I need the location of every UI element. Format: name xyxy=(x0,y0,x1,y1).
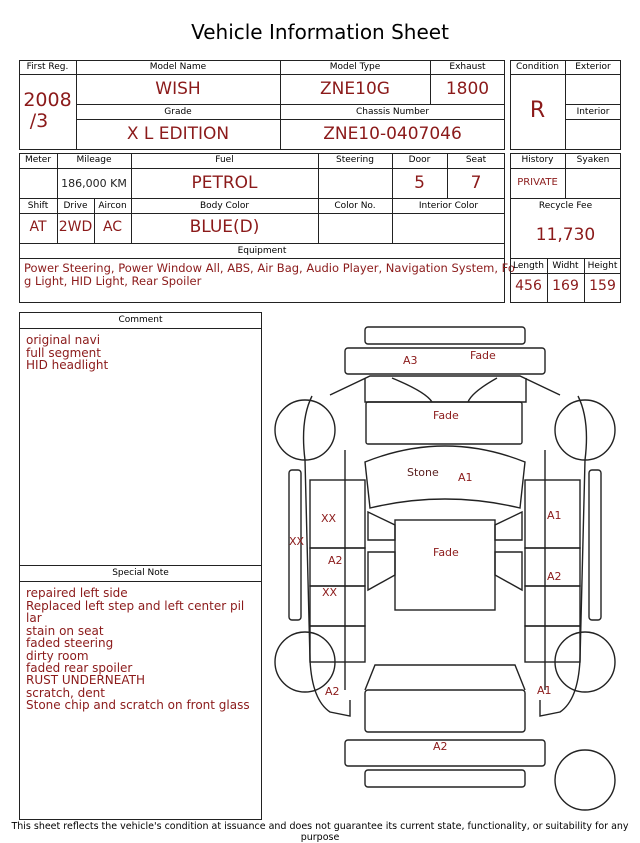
special-note-line: faded steering xyxy=(26,636,114,650)
height-label: Height xyxy=(587,261,618,271)
grade-label: Grade xyxy=(164,107,192,117)
damage-mark: Stone xyxy=(407,466,439,479)
damage-mark: Fade xyxy=(433,546,459,559)
special-note-line: Replaced left step and left center pil xyxy=(26,599,245,613)
body-color-label: Body Color xyxy=(199,201,250,211)
interior-label: Interior xyxy=(576,107,610,117)
special-note-label: Special Note xyxy=(112,568,169,578)
damage-mark: XX xyxy=(289,535,305,548)
special-note-line: scratch, dent xyxy=(26,686,105,700)
mileage-value: 186,000 KM xyxy=(61,177,127,190)
damage-mark: A2 xyxy=(547,570,562,583)
wheel-spare xyxy=(555,750,615,810)
model-type-value: ZNE10G xyxy=(320,79,390,99)
shift-label: Shift xyxy=(27,201,49,211)
model-name-label: Model Name xyxy=(149,62,207,72)
damage-mark: A1 xyxy=(547,509,562,522)
special-note-line: stain on seat xyxy=(26,624,104,638)
aircon-value: AC xyxy=(102,219,123,235)
car-damage-diagram xyxy=(260,315,640,815)
body-color-value: BLUE(D) xyxy=(189,217,260,237)
steering-label: Steering xyxy=(336,155,374,165)
comment-line: full segment xyxy=(26,346,101,360)
special-note-line: dirty room xyxy=(26,649,89,663)
width-label: Widht xyxy=(552,261,579,271)
color-no-label: Color No. xyxy=(334,201,376,211)
chassis-number-label: Chassis Number xyxy=(355,107,430,117)
grade-value: X L EDITION xyxy=(126,124,230,144)
fuel-value: PETROL xyxy=(191,173,258,193)
condition-label: Condition xyxy=(516,62,559,72)
height-value: 159 xyxy=(589,278,616,294)
damage-mark: A2 xyxy=(325,685,340,698)
drive-label: Drive xyxy=(63,201,88,211)
length-label: Length xyxy=(512,261,545,271)
equipment-line-1: Power Steering, Power Window All, ABS, Air Bag, Audio Player, Navigation System, Fo xyxy=(24,261,515,275)
damage-mark: Fade xyxy=(470,349,496,362)
door-value: 5 xyxy=(414,173,425,193)
mileage-label: Mileage xyxy=(76,155,112,165)
damage-mark: A1 xyxy=(458,471,473,484)
first-reg-month: /3 xyxy=(29,110,49,132)
syaken-label: Syaken xyxy=(576,155,610,165)
equipment-line-2: g Light, HID Light, Rear Spoiler xyxy=(24,274,202,288)
special-note-line: lar xyxy=(26,611,42,625)
page-title: Vehicle Information Sheet xyxy=(191,20,449,44)
wheel-rear-left xyxy=(275,400,335,460)
damage-mark: A1 xyxy=(537,684,552,697)
damage-mark: A2 xyxy=(433,740,448,753)
special-note-line: Stone chip and scratch on front glass xyxy=(26,698,250,712)
damage-mark: XX xyxy=(321,512,337,525)
first-reg-label: First Reg. xyxy=(26,62,69,72)
damage-mark: Fade xyxy=(433,409,459,422)
damage-mark: A3 xyxy=(403,354,418,367)
exhaust-value: 1800 xyxy=(445,79,490,99)
model-type-label: Model Type xyxy=(329,62,381,72)
condition-value: R xyxy=(529,98,546,123)
exhaust-label: Exhaust xyxy=(449,62,486,72)
equipment-label: Equipment xyxy=(237,246,287,256)
history-label: History xyxy=(521,155,554,165)
damage-mark: A2 xyxy=(328,554,343,567)
damage-mark: XX xyxy=(322,586,338,599)
model-name-value: WISH xyxy=(155,79,201,99)
fuel-label: Fuel xyxy=(215,155,234,165)
comment-panel xyxy=(19,312,262,820)
exterior-label: Exterior xyxy=(575,62,611,72)
comment-line: original navi xyxy=(26,333,101,347)
comment-line: HID headlight xyxy=(26,358,109,372)
seat-value: 7 xyxy=(470,173,482,193)
wheel-rear-right xyxy=(555,400,615,460)
shift-value: AT xyxy=(29,219,47,235)
meter-label: Meter xyxy=(24,155,52,165)
chassis-number-value: ZNE10-0407046 xyxy=(323,124,462,144)
footer-disclaimer: This sheet reflects the vehicle's condition at issuance and does not guarantee its current state, functionality, or suitability for any purpose xyxy=(11,821,629,843)
comment-label: Comment xyxy=(118,315,163,325)
recycle-fee-label: Recycle Fee xyxy=(538,201,593,211)
special-note-line: faded rear spoiler xyxy=(26,661,133,675)
drive-value: 2WD xyxy=(58,219,93,235)
recycle-fee-value: 11,730 xyxy=(535,225,596,245)
special-note-line: repaired left side xyxy=(26,586,128,600)
interior-color-label: Interior Color xyxy=(418,201,479,211)
history-value: PRIVATE xyxy=(517,177,558,188)
aircon-label: Aircon xyxy=(98,201,127,211)
seat-label: Seat xyxy=(465,155,487,165)
first-reg-year: 2008 xyxy=(23,89,72,111)
length-value: 456 xyxy=(515,278,542,294)
width-value: 169 xyxy=(552,278,579,294)
door-label: Door xyxy=(408,155,431,165)
special-note-line: RUST UNDERNEATH xyxy=(26,673,145,687)
